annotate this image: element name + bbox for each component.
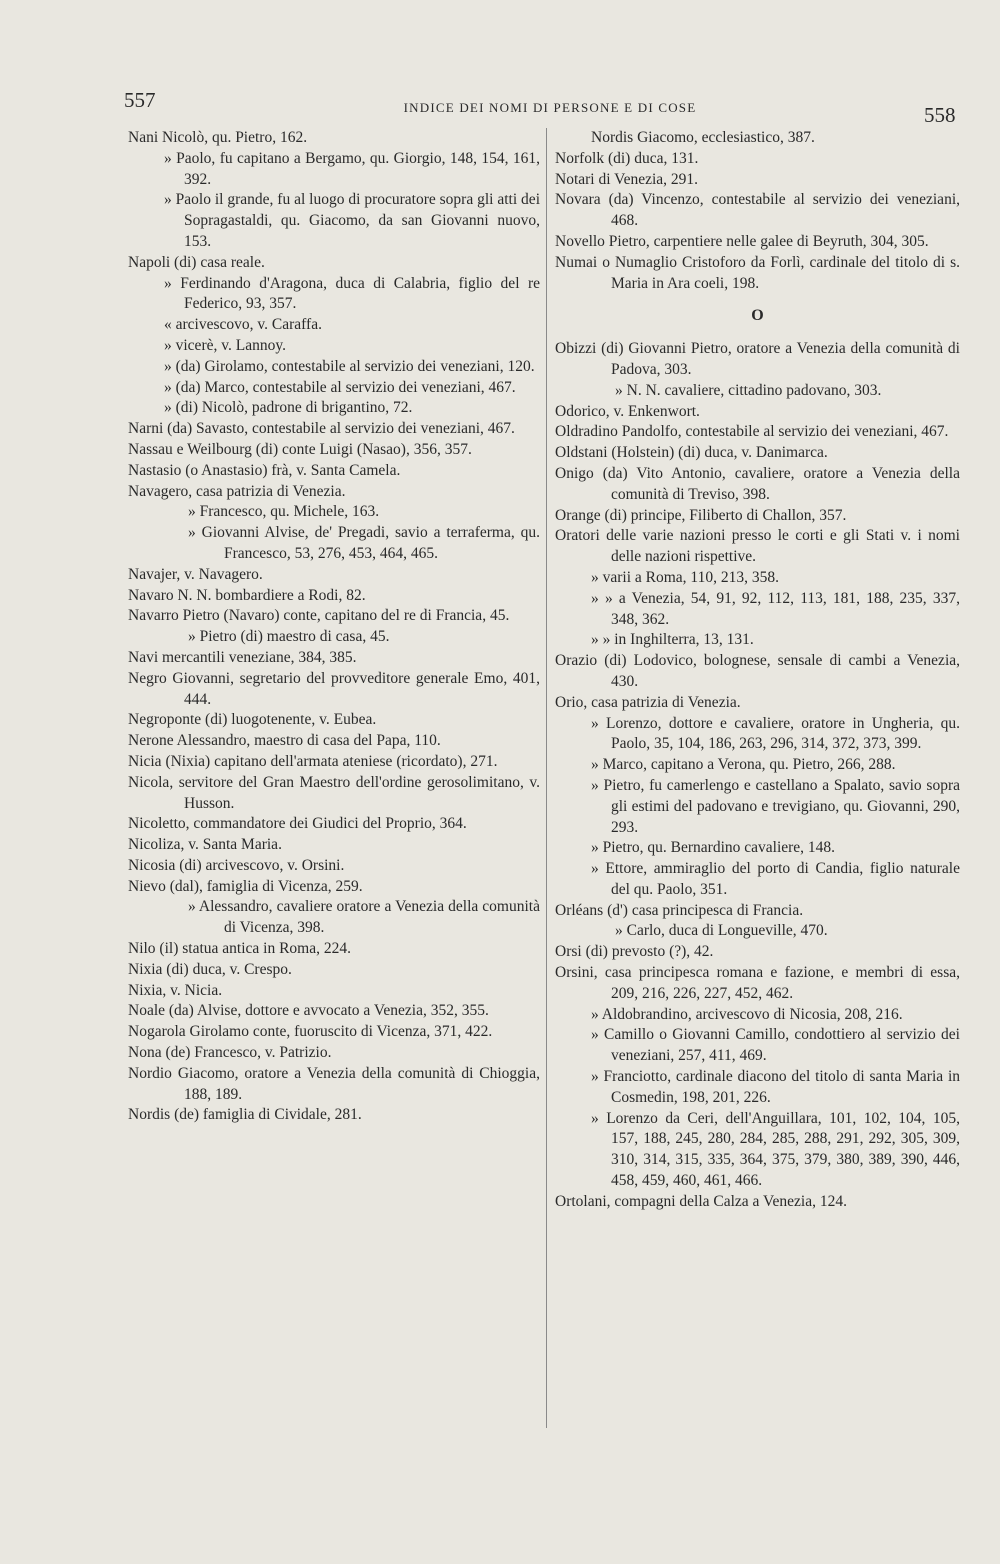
right-column-before (555, 128, 960, 294)
index-entry: » » a Venezia, 54, 91, 92, 112, 113, 181, 188, 235, 337, 348, 362. (591, 589, 960, 628)
index-entry: » Ettore, ammiraglio del porto di Candia, figlio naturale del qu. Paolo, 351. (591, 860, 960, 898)
index-entry: Nicoliza, v. Santa Maria. (128, 836, 282, 854)
index-entry: » Carlo, duca di Longueville, 470. (615, 922, 828, 940)
index-entry: » Paolo, fu capitano a Bergamo, qu. Giorgio, 148, 154, 161, 392. (164, 149, 540, 188)
index-entry: Nordio Giacomo, oratore a Venezia della comunità di Chioggia, 188, 189. (128, 1064, 540, 1103)
index-entry: » (da) Marco, contestabile al servizio dei veneziani, 467. (164, 378, 516, 396)
index-entry: Nordis (de) famiglia di Cividale, 281. (128, 1106, 362, 1124)
right-column (555, 128, 960, 1213)
index-entry: Novara (da) Vincenzo, contestabile al servizio dei veneziani, 468. (555, 191, 960, 230)
index-entry: Orléans (d') casa principesca di Francia. (555, 901, 804, 919)
index-entry: » varii a Roma, 110, 213, 358. (591, 568, 779, 586)
index-entry: » Lorenzo da Ceri, dell'Anguillara, 101, 102, 104, 105, 157, 188, 245, 280, 284, 285, 288, 291, 292, 305, 309, 310, 314, 315, 335, 364, 375, 379, 380, 389, 390, 446, 458, 459, 460, 461, 466. (591, 1109, 960, 1190)
column-divider (546, 128, 547, 1428)
index-entry: Odorico, v. Enkenwort. (555, 402, 700, 420)
index-entry: Orio, casa patrizia di Venezia. (555, 693, 741, 711)
page-number-right: 558 (924, 103, 956, 127)
index-entry: Nicola, servitore del Gran Maestro dell'ordine gerosolimitano, v. Husson. (128, 773, 540, 812)
page-number-left: 557 (124, 88, 156, 112)
index-entry: Ortolani, compagni della Calza a Venezia, 124. (555, 1192, 847, 1210)
index-entry: » Camillo o Giovanni Camillo, condottiero al servizio dei veneziani, 257, 411, 469. (591, 1026, 960, 1065)
index-entry: Navarro Pietro (Navaro) conte, capitano del re di Francia, 45. (128, 607, 510, 625)
index-entry: Nona (de) Francesco, v. Patrizio. (128, 1044, 332, 1062)
index-entry: Oldradino Pandolfo, contestabile al servizio dei veneziani, 467. (555, 423, 949, 441)
index-entry: Navaro N. N. bombardiere a Rodi, 82. (128, 586, 366, 604)
index-entry: » Franciotto, cardinale diacono del titolo di santa Maria in Cosmedin, 198, 201, 226. (591, 1068, 960, 1106)
index-entry: » » in Inghilterra, 13, 131. (591, 631, 754, 649)
index-entry: » Ferdinando d'Aragona, duca di Calabria, figlio del re Federico, 93, 357. (164, 274, 540, 313)
index-entry: Oratori delle varie nazioni presso le corti e gli Stati v. i nomi delle nazioni rispettive. (555, 527, 960, 566)
index-entry: Nerone Alessandro, maestro di casa del Papa, 110. (128, 732, 441, 750)
index-entry: » N. N. cavaliere, cittadino padovano, 303. (615, 381, 882, 399)
index-entry: Nogarola Girolamo conte, fuoruscito di Vicenza, 371, 422. (128, 1023, 493, 1041)
index-entry: Notari di Venezia, 291. (555, 170, 699, 188)
index-entry: Negroponte (di) luogotenente, v. Eubea. (128, 711, 377, 729)
index-entry: Numai o Numaglio Cristoforo da Forlì, cardinale del titolo di s. Maria in Ara coeli, 198. (555, 253, 960, 292)
index-entry: » Giovanni Alvise, de' Pregadi, savio a terraferma, qu. Francesco, 53, 276, 453, 464, 465. (188, 524, 540, 562)
index-entry: » Aldobrandino, arcivescovo di Nicosia, 208, 216. (591, 1005, 903, 1023)
index-entry: Orsini, casa principesca romana e fazione, e membri di essa, 209, 216, 226, 227, 452, 462. (555, 964, 960, 1002)
right-column-after (555, 339, 960, 1212)
index-entry: Negro Giovanni, segretario del provveditore generale Emo, 401, 444. (128, 669, 540, 708)
index-entry: « arcivescovo, v. Caraffa. (164, 316, 322, 334)
index-entry: Nastasio (o Anastasio) frà, v. Santa Camela. (128, 461, 401, 479)
index-entry: Nixia, v. Nicia. (128, 981, 223, 999)
index-entry: » Alessandro, cavaliere oratore a Venezia della comunità di Vicenza, 398. (188, 898, 540, 937)
index-entry: » Pietro, qu. Bernardino cavaliere, 148. (591, 839, 836, 857)
index-entry: Oldstani (Holstein) (di) duca, v. Danimarca. (555, 444, 828, 462)
index-entry: Nicosia (di) arcivescovo, v. Orsini. (128, 856, 345, 874)
index-entry: Orsi (di) prevosto (?), 42. (555, 943, 714, 961)
index-entry: » Marco, capitano a Verona, qu. Pietro, 266, 288. (591, 756, 896, 774)
index-entry: » (di) Nicolò, padrone di brigantino, 72. (164, 399, 413, 417)
index-entry: Norfolk (di) duca, 131. (555, 149, 699, 167)
index-entry: » Francesco, qu. Michele, 163. (188, 503, 380, 521)
index-entry: Nicia (Nixia) capitano dell'armata ateniese (ricordato), 271. (128, 752, 498, 770)
index-entry: Novello Pietro, carpentiere nelle galee di Beyruth, 304, 305. (555, 232, 929, 250)
index-entry: Orazio (di) Lodovico, bolognese, sensale di cambi a Venezia, 430. (555, 652, 960, 690)
left-column (128, 128, 540, 1126)
section-letter: O (751, 307, 764, 325)
index-entry: Noale (da) Alvise, dottore e avvocato a Venezia, 352, 355. (128, 1002, 489, 1020)
index-entry: Napoli (di) casa reale. (128, 253, 265, 271)
index-entry: Navajer, v. Navagero. (128, 565, 263, 583)
index-entry: Nordis Giacomo, ecclesiastico, 387. (591, 129, 815, 146)
index-entry: Narni (da) Savasto, contestabile al servizio dei veneziani, 467. (128, 420, 515, 438)
index-entry: » Paolo il grande, fu al luogo di procuratore sopra gli atti dei Sopragastaldi, qu. Giacomo, da san Giovanni nuovo, 153. (164, 191, 540, 250)
index-entry: » Lorenzo, dottore e cavaliere, oratore in Ungheria, qu. Paolo, 35, 104, 186, 263, 296, 314, 372, 373, 399. (591, 714, 960, 753)
index-entry: » (da) Girolamo, contestabile al servizio dei veneziani, 120. (164, 357, 535, 375)
index-entry: Nixia (di) duca, v. Crespo. (128, 960, 292, 978)
index-entry: Onigo (da) Vito Antonio, cavaliere, oratore a Venezia della comunità di Treviso, 398. (555, 464, 960, 503)
index-entry: Nassau e Weilbourg (di) conte Luigi (Nasao), 356, 357. (128, 440, 472, 458)
running-head: INDICE DEI NOMI DI PERSONE E DI COSE (403, 100, 697, 115)
index-entry: Orange (di) principe, Filiberto di Challon, 357. (555, 506, 847, 524)
index-entry: » vicerè, v. Lannoy. (164, 336, 286, 354)
index-entry: Nievo (dal), famiglia di Vicenza, 259. (128, 877, 363, 895)
index-entry: Nicoletto, commandatore dei Giudici del Proprio, 364. (128, 815, 467, 833)
index-entry: Nilo (il) statua antica in Roma, 224. (128, 940, 351, 958)
index-entry: Obizzi (di) Giovanni Pietro, oratore a Venezia della comunità di Padova, 303. (555, 340, 960, 378)
index-entry: » Pietro (di) maestro di casa, 45. (188, 628, 390, 646)
index-entry: » Pietro, fu camerlengo e castellano a Spalato, savio sopra gli estimi del padovano e trevigiano, qu. Giovanni, 290, 293. (591, 776, 960, 836)
index-entry: Navi mercantili veneziane, 384, 385. (128, 648, 357, 666)
index-entry: Nani Nicolò, qu. Pietro, 162. (128, 129, 308, 146)
index-entry: Navagero, casa patrizia di Venezia. (128, 482, 346, 500)
